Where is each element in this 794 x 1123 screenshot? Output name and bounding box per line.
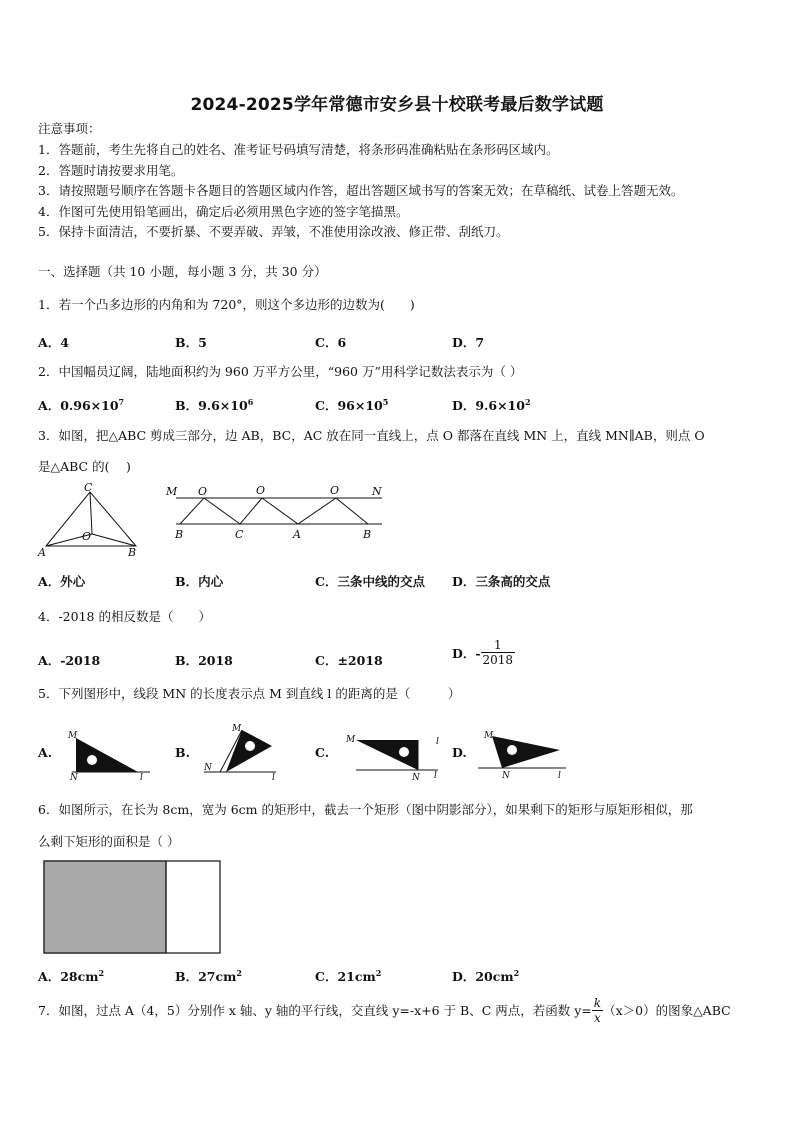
- label-a: A: [38, 546, 46, 559]
- q3-option-b: B．内心: [175, 574, 224, 589]
- triangle-abc-figure: [36, 482, 146, 560]
- question-6-line1: 6．如图所示，在长为 8cm，宽为 6cm 的矩形中，截去一个矩形（图中阴影部分），如果剩下的矩形与原矩形相似，那: [38, 802, 693, 817]
- rectangle-figure: [40, 858, 230, 958]
- q3-option-a: A．外心: [38, 574, 86, 589]
- q4-option-b: B．2018: [175, 653, 233, 668]
- q5-option-c: C.: [315, 745, 330, 760]
- label-b: B: [175, 528, 184, 541]
- q3-option-c: C．三条中线的交点: [315, 574, 425, 589]
- q2-option-d: D．$9.6\times 10^2$: [452, 396, 531, 413]
- q3-option-d: D．三条高的交点: [452, 574, 551, 589]
- svg-text:l: l: [434, 771, 437, 781]
- q4-option-d: D．- $\frac{1}{2018}$: [452, 638, 514, 667]
- q6-option-d: D．$20cm^2$: [452, 967, 520, 984]
- question-5-stem: 5．下列图形中，线段 MN 的长度表示点 M 到直线 l 的距离的是（ ）: [38, 686, 461, 701]
- svg-text:l: l: [272, 773, 275, 782]
- q4-option-a: A．-2018: [38, 653, 101, 668]
- q5-figure-b: [198, 718, 280, 782]
- svg-text:M: M: [232, 724, 242, 734]
- question-1-stem: 1．若一个凸多边形的内角和为 720°，则这个多边形的边数为( ): [38, 297, 415, 312]
- svg-text:M: M: [484, 731, 494, 741]
- question-3-line1: 3．如图，把△ABC 剪成三部分，边 AB，BC，AC 放在同一直线上，点 O 都落在直线 MN 上，直线 MN∥AB，则点 O: [38, 428, 705, 443]
- q2-option-b: B．$9.6\times 10^6$: [175, 396, 254, 413]
- q6-option-b: B．$27cm^2$: [175, 967, 242, 984]
- label-b: B: [128, 546, 137, 559]
- svg-text:N: N: [502, 771, 510, 781]
- notice-item: 2．答题时请按要求用笔。: [38, 163, 184, 178]
- q2-option-c: C．$96\times 10^5$: [315, 396, 389, 413]
- notice-item: 5．保持卡面清洁，不要折暴、不要弄破、弄皱，不准使用涂改液、修正带、刮纸刀。: [38, 224, 509, 239]
- q5-figure-c: [340, 722, 444, 784]
- notice-heading: 注意事项：: [38, 121, 101, 136]
- question-7-stem: 7．如图，过点 A（4，5）分别作 x 轴、y 轴的平行线，交直线 y=-x+6 于 B、C 两点，若函数 y= $\frac{k}{x}$ （x＞0）的图象△ABC: [38, 996, 731, 1025]
- notice-item: 4．作图可先使用铅笔画出，确定后必须用黑色字迹的签字笔描黑。: [38, 204, 409, 219]
- notice-item: 1．答题前，考生先将自己的姓名、准考证号码填写清楚，将条形码准确粘贴在条形码区域内。: [38, 142, 559, 157]
- q5-figure-d: [474, 726, 570, 782]
- question-6-line2: 么剩下矩形的面积是（ ）: [38, 834, 180, 849]
- svg-text:l: l: [140, 773, 143, 782]
- svg-text:M: M: [346, 735, 356, 745]
- question-3-line2: 是△ABC 的( ): [38, 459, 131, 474]
- label-c: C: [235, 528, 244, 541]
- label-c: C: [84, 482, 93, 494]
- q2-option-a: A．$0.96\times 10^7$: [38, 396, 125, 413]
- label-o: O: [82, 530, 92, 543]
- notice-item: 3．请按照题号顺序在答题卡各题目的答题区域内作答，超出答题区域书写的答案无效；在草稿纸、试卷上答题无效。: [38, 183, 684, 198]
- rearranged-triangle-figure: [160, 482, 390, 544]
- svg-text:N: N: [204, 763, 212, 773]
- label-a: A: [293, 528, 301, 541]
- label-o: O: [198, 485, 208, 498]
- q5-option-d: D.: [452, 745, 467, 760]
- q6-option-a: A．$28cm^2$: [38, 967, 105, 984]
- q1-option-b: B．5: [175, 335, 207, 350]
- svg-text:N: N: [70, 773, 78, 782]
- label-o: O: [256, 484, 266, 497]
- svg-text:l: l: [558, 771, 561, 781]
- q1-option-c: C．6: [315, 335, 347, 350]
- q1-option-d: D．7: [452, 335, 485, 350]
- svg-text:N: N: [412, 773, 420, 783]
- page-title: 2024-2025学年常德市安乡县十校联考最后数学试题: [190, 95, 604, 115]
- q5-figure-a: [62, 728, 154, 782]
- q1-option-a: A．4: [38, 335, 69, 350]
- q4-option-c: C．±2018: [315, 653, 383, 668]
- question-4-stem: 4．-2018 的相反数是（ ）: [38, 609, 211, 624]
- section-heading: 一、选择题（共 10 小题，每小题 3 分，共 30 分）: [38, 264, 327, 279]
- question-2-stem: 2．中国幅员辽阔，陆地面积约为 960 万平方公里，“960 万”用科学记数法表示为（ ）: [38, 364, 523, 379]
- q5-option-b: B.: [175, 745, 190, 760]
- q5-option-a: A.: [38, 745, 53, 760]
- svg-text:l: l: [436, 737, 439, 747]
- label-n: N: [372, 485, 382, 498]
- label-b: B: [363, 528, 372, 541]
- label-m: M: [166, 485, 178, 498]
- label-o: O: [330, 484, 340, 497]
- q6-option-c: C．$21cm^2$: [315, 967, 382, 984]
- svg-text:M: M: [68, 731, 78, 741]
